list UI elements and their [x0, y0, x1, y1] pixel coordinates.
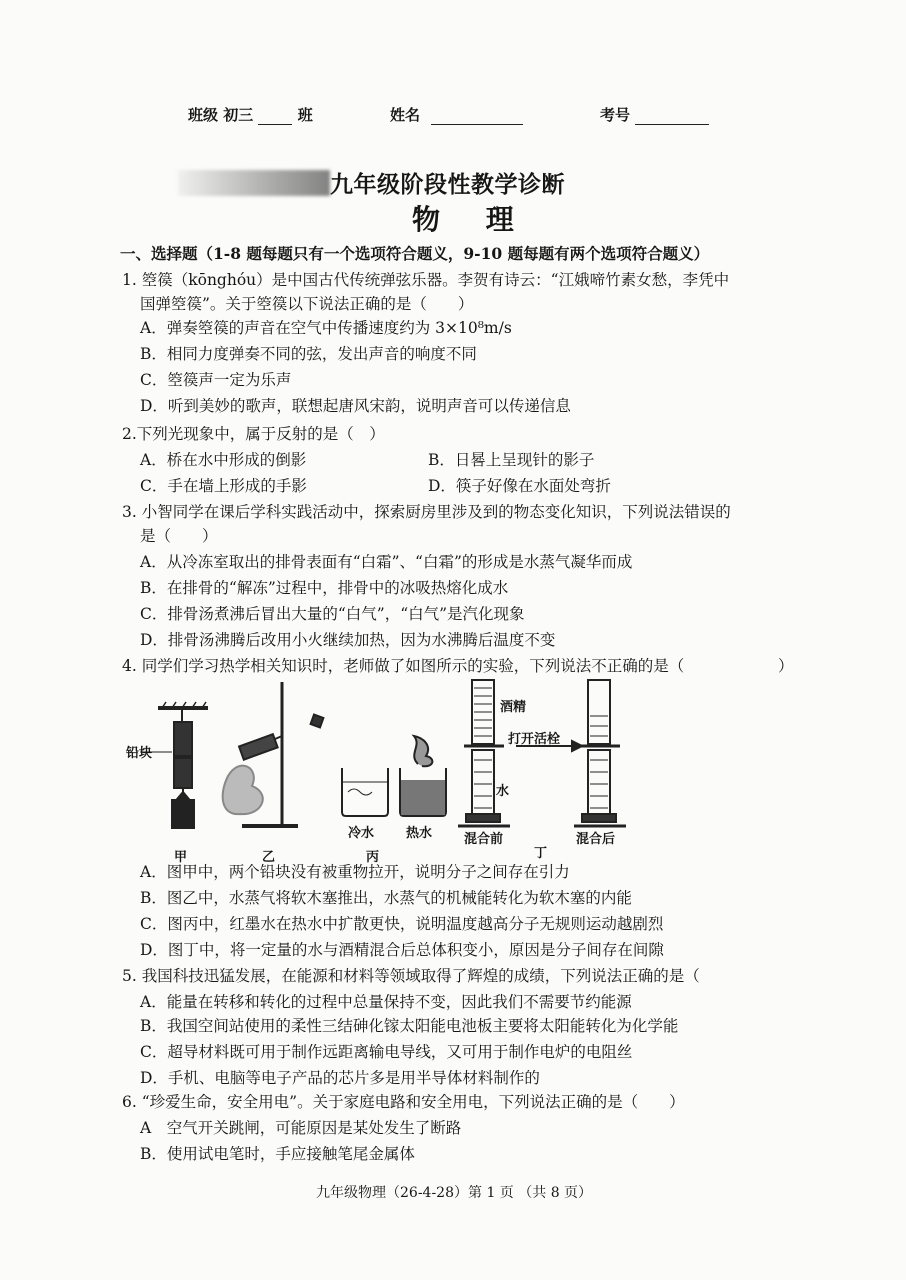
q3-option-d: D．排骨汤沸腾后改用小火继续加热，因为水沸腾后温度不变: [140, 631, 556, 649]
q4-figure: [122, 676, 742, 866]
q5-option-a: A．能量在转移和转化的过程中总量保持不变，因此我们不需要节约能源: [140, 993, 632, 1011]
q2-stem: 2.下列光现象中，属于反射的是（ ）: [122, 425, 385, 443]
q1-option-c: C．箜篌声一定为乐声: [140, 371, 292, 389]
fig-label-alcohol: 酒精: [500, 700, 527, 715]
fig-label-yi: 乙: [262, 850, 276, 865]
q4-stem-end: ）: [778, 657, 794, 675]
q2-option-d: D．筷子好像在水面处弯折: [428, 477, 611, 495]
q3-option-a: A．从冷冻室取出的排骨表面有“白霜”、“白霜”的形成是水蒸气凝华而成: [140, 553, 633, 571]
fig-label-open: 打开活栓: [508, 732, 561, 747]
q6-option-a: A 空气开关跳闸，可能原因是某处发生了断路: [140, 1119, 462, 1137]
q6-stem: 6. “珍爱生命，安全用电”。关于家庭电路和安全用电，下列说法正确的是（ ）: [122, 1093, 685, 1111]
class-label: 班级 初三: [188, 106, 254, 124]
fig-label-bing: 丙: [366, 850, 380, 865]
fig-label-water: 水: [496, 784, 510, 799]
blurred-school-name: [178, 170, 330, 196]
q5-stem: 5. 我国科技迅猛发展，在能源和材料等领域取得了辉煌的成绩，下列说法正确的是（: [122, 967, 700, 985]
q4-option-c: C．图丙中，红墨水在热水中扩散更快，说明温度越高分子无规则运动越剧烈: [140, 915, 664, 933]
q5-option-d: D．手机、电脑等电子产品的芯片多是用半导体材料制作的: [140, 1069, 540, 1087]
q6-option-b: B．使用试电笔时，手应接触笔尾金属体: [140, 1145, 415, 1163]
exam-title: 九年级阶段性教学诊断: [330, 171, 565, 198]
q3-option-c: C．排骨汤煮沸后冒出大量的“白气”，“白气”是汽化现象: [140, 605, 525, 623]
exam-no-blank[interactable]: [635, 110, 709, 125]
name-label: 姓名: [390, 106, 421, 124]
q4-stem: 4. 同学们学习热学相关知识时，老师做了如图所示的实验，下列说法不正确的是（: [122, 657, 685, 675]
name-field: [390, 104, 523, 125]
subject-title: 物 理: [412, 203, 532, 236]
q2-option-a: A．桥在水中形成的倒影: [140, 451, 307, 469]
fig-label-after: 混合后: [576, 832, 616, 847]
q1-option-d: D．听到美妙的歌声，联想起唐风宋韵，说明声音可以传递信息: [140, 397, 571, 415]
exam-no-field: [600, 104, 709, 125]
fig-label-before: 混合前: [464, 832, 504, 847]
class-blank[interactable]: [258, 110, 292, 125]
test-tube-stand-illustration: [223, 682, 324, 826]
fig-label-lead: 铅块: [126, 746, 153, 761]
lead-blocks-illustration: [140, 702, 208, 828]
page-footer: 九年级物理（26-4-28）第 1 页 （共 8 页）: [316, 1185, 593, 1201]
fig-label-hot: 热水: [406, 826, 433, 841]
name-blank[interactable]: [431, 110, 523, 125]
section-heading: 一、选择题（1-8 题每题只有一个选项符合题义，9-10 题每题有两个选项符合题义）: [120, 244, 710, 263]
q3-stem-line1: 3. 小智同学在课后学科实践活动中，探索厨房里涉及到的物态变化知识，下列说法错误的: [122, 503, 731, 521]
q1-stem-line2: 国弹箜篌”。关于箜篌以下说法正确的是（ ）: [140, 295, 474, 313]
class-field: [188, 104, 313, 125]
fig-label-jia: 甲: [174, 850, 188, 865]
exam-no-label: 考号: [600, 106, 631, 124]
q3-stem-line2: 是（ ）: [140, 527, 218, 545]
mixing-tube-after-illustration: [574, 680, 626, 826]
q4-option-b: B．图乙中，水蒸气将软木塞推出，水蒸气的机械能转化为软木塞的内能: [140, 889, 632, 907]
class-suffix: 班: [297, 106, 313, 124]
q5-option-b: B．我国空间站使用的柔性三结砷化镓太阳能电池板主要将太阳能转化为化学能: [140, 1017, 679, 1035]
q2-option-c: C．手在墙上形成的手影: [140, 477, 307, 495]
q1-stem-line1: 1. 箜篌（kōnghóu）是中国古代传统弹弦乐器。李贺有诗云：“江娥啼竹素女愁，李凭中: [122, 271, 730, 289]
q3-option-b: B．在排骨的“解冻”过程中，排骨中的冰吸热熔化成水: [140, 579, 509, 597]
fig-label-ding: 丁: [534, 846, 548, 861]
q4-option-a: A．图甲中，两个铅块没有被重物拉开，说明分子之间存在引力: [140, 863, 570, 881]
q2-option-b: B．日晷上呈现针的影子: [428, 451, 595, 469]
fig-label-cold: 冷水: [348, 826, 375, 841]
beakers-illustration: [342, 736, 446, 816]
q1-option-a: A．弹奏箜篌的声音在空气中传播速度约为 3×10⁸m/s: [140, 319, 512, 337]
q1-option-b: B．相同力度弹奏不同的弦，发出声音的响度不同: [140, 345, 477, 363]
q5-option-c: C．超导材料既可用于制作远距离输电导线，又可用于制作电炉的电阻丝: [140, 1043, 633, 1061]
q4-option-d: D．图丁中，将一定量的水与酒精混合后总体积变小，原因是分子间存在间隙: [140, 941, 664, 959]
